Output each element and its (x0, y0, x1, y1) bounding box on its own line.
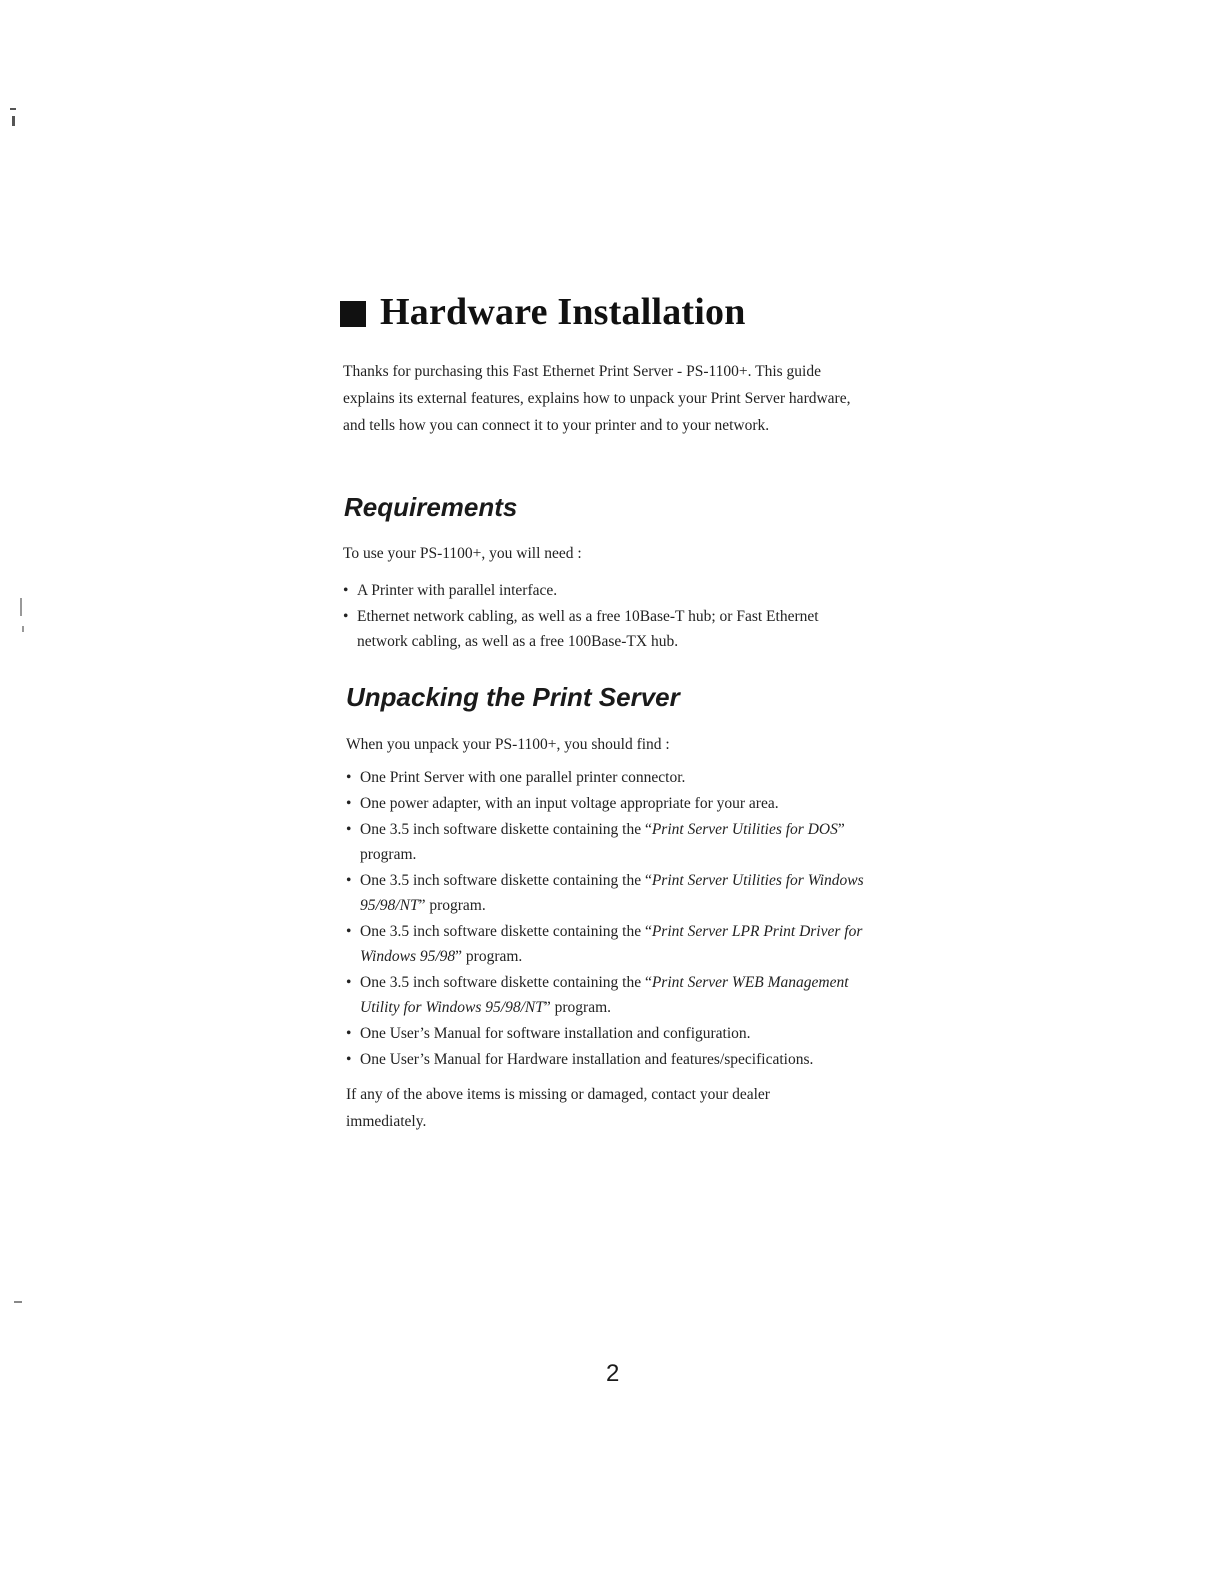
list-item (346, 765, 891, 790)
program-name: Print Server Utilities for DOS (651, 821, 838, 838)
bullet-icon: • (346, 923, 352, 940)
bullet-icon: • (346, 769, 352, 786)
scan-artifact (12, 116, 15, 126)
list-item-suffix: ” program. (543, 999, 612, 1016)
closing-paragraph: If any of the above items is missing or damaged, contact your dealer immediately. (346, 1086, 770, 1130)
list-item-text: One 3.5 inch software diskette containing the “ (360, 872, 652, 889)
list-item (346, 970, 891, 1020)
list-item (346, 1021, 891, 1046)
scan-artifact (10, 108, 16, 110)
list-item-text: One 3.5 inch software diskette containing the “ (360, 821, 652, 838)
list-item-suffix: ” program. (360, 821, 845, 863)
unpacking-heading: Unpacking the Print Server (346, 682, 680, 712)
program-name: Print Server Utilities for Windows 95/98/NT (360, 872, 864, 914)
list-item-suffix: ” program. (455, 948, 523, 965)
list-item-text: Ethernet network cabling, as well as a free 10Base-T hub; or Fast Ethernet network cabling, as well as a free 100Base-TX hub. (357, 608, 819, 650)
list-item-suffix: ” program. (418, 897, 486, 914)
unpacking-lead: When you unpack your PS-1100+, you should find : (346, 736, 670, 753)
scan-artifact (22, 626, 24, 632)
list-item (343, 604, 863, 654)
requirements-list (343, 578, 863, 655)
list-item (346, 817, 891, 867)
requirements-lead: To use your PS-1100+, you will need : (343, 545, 582, 562)
list-item (346, 868, 891, 918)
title-square-icon (340, 301, 366, 327)
list-item (346, 919, 891, 969)
requirements-heading: Requirements (344, 492, 518, 522)
bullet-icon: • (346, 974, 352, 991)
list-item (343, 578, 863, 603)
bullet-icon: • (343, 608, 349, 625)
title-row (340, 290, 746, 334)
list-item-text: One User’s Manual for Hardware installation and features/specifications. (360, 1051, 814, 1068)
bullet-icon: • (346, 795, 352, 812)
program-name: Print Server LPR Print Driver for Windows 95/98 (360, 923, 863, 965)
scan-artifact (14, 1301, 22, 1303)
bullet-icon: • (346, 821, 352, 838)
list-item-text: One 3.5 inch software diskette containing the “ (360, 923, 652, 940)
unpacking-list (346, 765, 891, 1073)
bullet-icon: • (343, 582, 349, 599)
bullet-icon: • (346, 1051, 352, 1068)
intro-paragraph: Thanks for purchasing this Fast Ethernet Print Server - PS-1100+. This guide explains its external features, explains how to unpack your Print Server hardware, and tells how you can connect it to your printer and to your network. (343, 363, 851, 434)
list-item (346, 1047, 891, 1072)
page-title: Hardware Installation (380, 291, 746, 333)
scan-artifact (20, 598, 22, 616)
page-number: 2 (606, 1360, 620, 1387)
bullet-icon: • (346, 1025, 352, 1042)
list-item-text: A Printer with parallel interface. (357, 582, 558, 599)
list-item-text: One User’s Manual for software installation and configuration. (360, 1025, 751, 1042)
list-item-text: One 3.5 inch software diskette containing the “ (360, 974, 652, 991)
program-name: Print Server WEB Management Utility for Windows 95/98/NT (360, 974, 849, 1016)
list-item-text: One power adapter, with an input voltage appropriate for your area. (360, 795, 779, 812)
bullet-icon: • (346, 872, 352, 889)
list-item (346, 791, 891, 816)
list-item-text: One Print Server with one parallel printer connector. (360, 769, 686, 786)
